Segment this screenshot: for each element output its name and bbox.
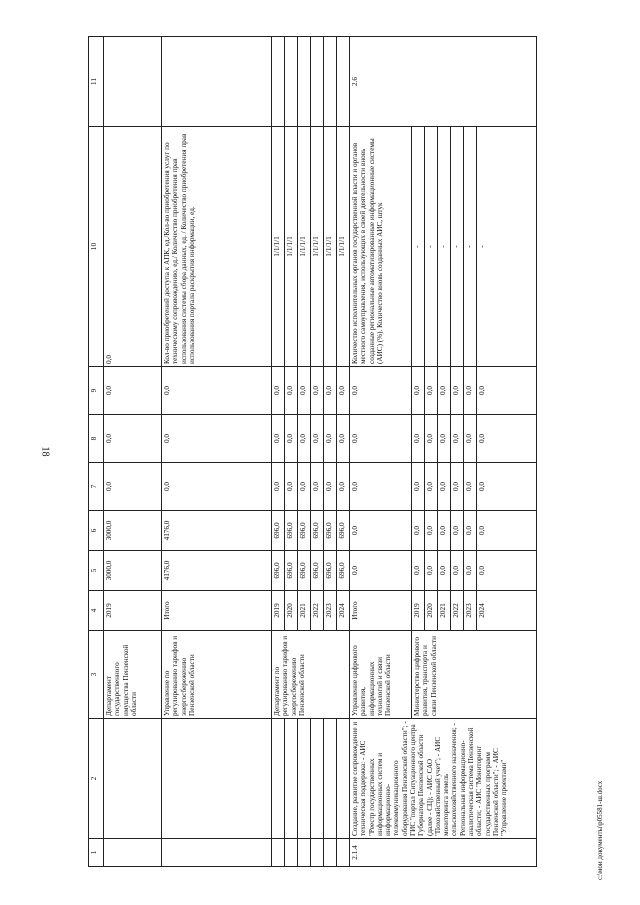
value-cell: 0,0 xyxy=(412,367,425,415)
value-cell: 0,0 xyxy=(425,415,438,463)
indicator-cell: - xyxy=(412,127,425,367)
dept-cell: Управление цифрового развития, информационных технологий и связи Пензенской области xyxy=(350,631,412,719)
value-cell: 0,0 xyxy=(412,511,425,551)
value-cell: 0,0 xyxy=(464,415,477,463)
indicator-cell: 1/1/1/1 xyxy=(272,127,285,367)
value-cell: 0,0 xyxy=(162,463,272,511)
value-cell: 0,0 xyxy=(464,551,477,591)
year-cell: 2019 xyxy=(412,591,425,631)
value-cell: 0,0 xyxy=(477,551,537,591)
value-cell: 696,0 xyxy=(311,551,324,591)
year-cell: 2022 xyxy=(311,591,324,631)
year-cell: 2022 xyxy=(451,591,464,631)
header-cell: 1 xyxy=(89,839,104,867)
value-cell: 696,0 xyxy=(272,551,285,591)
value-cell: 0,0 xyxy=(350,551,412,591)
value-cell: 0,0 xyxy=(324,367,337,415)
table-row xyxy=(311,37,324,867)
value-cell: 0,0 xyxy=(162,367,272,415)
value-cell: 0,0 xyxy=(162,415,272,463)
header-cell: 10 xyxy=(89,127,104,367)
year-cell: 2020 xyxy=(425,591,438,631)
value-cell: 0,0 xyxy=(350,415,412,463)
year-cell: 2019 xyxy=(272,591,285,631)
value-cell: 0,0 xyxy=(337,367,350,415)
value-cell: 0,0 xyxy=(285,463,298,511)
indicator-cell: Количество исполнительных органов государственной власти и органов местного самоуправления, использующих в своей деятельности вновь созданные региональные автоматизированные информационные системы (АИС) (%). Количество вновь созданных АИС, штук xyxy=(350,127,412,367)
value-cell: 0,0 xyxy=(438,415,451,463)
year-cell: 2021 xyxy=(438,591,451,631)
value-cell: 696,0 xyxy=(324,511,337,551)
table-row xyxy=(298,37,311,867)
value-cell: 0,0 xyxy=(451,463,464,511)
value-cell: 0,0 xyxy=(298,415,311,463)
value-cell: 4176,0 xyxy=(162,551,272,591)
header-cell: 5 xyxy=(89,551,104,591)
target-ref: 2.6 xyxy=(350,37,537,127)
year-cell: 2020 xyxy=(285,591,298,631)
header-cell: 9 xyxy=(89,367,104,415)
page-number: 18 xyxy=(39,446,51,457)
value-cell: 0,0 xyxy=(438,463,451,511)
value-cell: 0,0 xyxy=(438,367,451,415)
total-label: Итого xyxy=(350,591,412,631)
indicator-cell: - xyxy=(438,127,451,367)
item-title: Создание, развитие сопровождение и техническая поддержка: - АИС "Реестр государственных информационных систем и информационно-телекоммуникационного оборудования Пензенской области"; - ГИС "портал Ситуационного центра Губернатора Пензенской области (далее - СЦ); - АИС САО "Похозяйственный учет"; - АИС мониторинга земель сельскохозяйственного назначения; - Региональная информационно-аналитическая система Пензенской области; - АИС "Мониторинг государственных программ Пензенской области"; - АИС "Управление проектами" xyxy=(350,719,537,839)
rotated-table-sheet xyxy=(88,37,628,867)
value-cell: 0,0 xyxy=(425,551,438,591)
program-table xyxy=(88,36,537,867)
year-cell: 2024 xyxy=(477,591,537,631)
header-row xyxy=(89,37,104,867)
value-cell: 0,0 xyxy=(350,367,412,415)
value-cell: 0,0 xyxy=(438,511,451,551)
year-cell: 2023 xyxy=(464,591,477,631)
value-cell: 0,0 xyxy=(451,415,464,463)
value-cell: 0,0 xyxy=(324,415,337,463)
value-cell: 0,0 xyxy=(350,511,412,551)
indicator-cell: 1/1/1/1 xyxy=(324,127,337,367)
value-cell: 0,0 xyxy=(104,367,162,415)
value-cell: 3000,0 xyxy=(104,511,162,551)
value-cell: 0,0 xyxy=(298,463,311,511)
indicator-cell: - xyxy=(425,127,438,367)
header-cell: 8 xyxy=(89,415,104,463)
indicator-cell: - xyxy=(451,127,464,367)
indicator-cell: 1/1/1/1 xyxy=(298,127,311,367)
year-cell: 2019 xyxy=(104,591,162,631)
value-cell: 0,0 xyxy=(272,367,285,415)
indicator-cell: 1/1/1/1 xyxy=(311,127,324,367)
value-cell: 696,0 xyxy=(285,551,298,591)
year-cell: 2024 xyxy=(337,591,350,631)
table-row xyxy=(285,37,298,867)
value-cell: 0,0 xyxy=(298,367,311,415)
value-cell: 0,0 xyxy=(104,463,162,511)
value-cell: 0,0 xyxy=(451,511,464,551)
dept-cell: Департамент государственного имущества Пензенской области xyxy=(104,631,162,719)
value-cell: 0,0 xyxy=(412,463,425,511)
indicator-cell: Кол-во приобретений доступа к АПК, ед./Кол-во приобретения услуг по техническому сопровождению, ед./ Количество приобретения прав использования системы сбора данных, ед. / Количество приобретения прав использования портала раскрытия информации, ед. xyxy=(162,127,272,367)
table-row xyxy=(272,37,285,867)
indicator-cell: 0,0 xyxy=(104,127,162,367)
value-cell: 0,0 xyxy=(272,463,285,511)
value-cell: 0,0 xyxy=(451,551,464,591)
header-cell: 4 xyxy=(89,591,104,631)
value-cell: 0,0 xyxy=(451,367,464,415)
value-cell: 0,0 xyxy=(272,415,285,463)
value-cell: 0,0 xyxy=(104,415,162,463)
value-cell: 696,0 xyxy=(337,551,350,591)
value-cell: 0,0 xyxy=(337,415,350,463)
value-cell: 696,0 xyxy=(324,551,337,591)
header-cell: 6 xyxy=(89,511,104,551)
value-cell: 0,0 xyxy=(311,367,324,415)
value-cell: 0,0 xyxy=(425,511,438,551)
indicator-cell: - xyxy=(464,127,477,367)
value-cell: 0,0 xyxy=(477,415,537,463)
indicator-cell: 1/1/1/1 xyxy=(285,127,298,367)
value-cell: 0,0 xyxy=(425,463,438,511)
value-cell: 0,0 xyxy=(464,367,477,415)
table-row xyxy=(324,37,337,867)
value-cell: 696,0 xyxy=(298,551,311,591)
value-cell: 0,0 xyxy=(337,463,350,511)
total-label: Итого xyxy=(162,591,272,631)
value-cell: 0,0 xyxy=(477,367,537,415)
value-cell: 0,0 xyxy=(285,415,298,463)
value-cell: 3000,0 xyxy=(104,551,162,591)
value-cell: 4176,0 xyxy=(162,511,272,551)
value-cell: 696,0 xyxy=(272,511,285,551)
value-cell: 0,0 xyxy=(477,463,537,511)
header-cell: 2 xyxy=(89,719,104,839)
dept-cell: Министерство цифрового развития, транспорта и связи Пензенской области xyxy=(412,631,537,719)
table-row xyxy=(350,37,412,867)
table-row xyxy=(337,37,350,867)
header-cell: 7 xyxy=(89,463,104,511)
value-cell: 696,0 xyxy=(311,511,324,551)
value-cell: 696,0 xyxy=(337,511,350,551)
year-cell: 2021 xyxy=(298,591,311,631)
value-cell: 0,0 xyxy=(425,367,438,415)
value-cell: 0,0 xyxy=(412,415,425,463)
table-row xyxy=(162,37,272,867)
value-cell: 0,0 xyxy=(311,463,324,511)
value-cell: 0,0 xyxy=(311,415,324,463)
value-cell: 696,0 xyxy=(298,511,311,551)
header-cell: 11 xyxy=(89,37,104,127)
dept-cell: Департамент по регулированию тарифов и энергосбережению Пензенской области xyxy=(272,631,350,719)
value-cell: 0,0 xyxy=(412,551,425,591)
value-cell: 0,0 xyxy=(324,463,337,511)
header-cell: 3 xyxy=(89,631,104,719)
item-number: 2.1.4 xyxy=(350,839,537,867)
value-cell: 0,0 xyxy=(464,511,477,551)
indicator-cell: - xyxy=(477,127,537,367)
indicator-cell: 1/1/1/1 xyxy=(337,127,350,367)
value-cell: 0,0 xyxy=(438,551,451,591)
value-cell: 0,0 xyxy=(350,463,412,511)
value-cell: 0,0 xyxy=(477,511,537,551)
value-cell: 696,0 xyxy=(285,511,298,551)
table-row xyxy=(104,37,162,867)
footer-path: c:\мои документы\р05581-ш.docx xyxy=(596,780,604,880)
value-cell: 0,0 xyxy=(464,463,477,511)
year-cell: 2023 xyxy=(324,591,337,631)
dept-cell: Управление по регулированию тарифов и энергосбережению Пензенской области xyxy=(162,631,272,719)
value-cell: 0,0 xyxy=(285,367,298,415)
